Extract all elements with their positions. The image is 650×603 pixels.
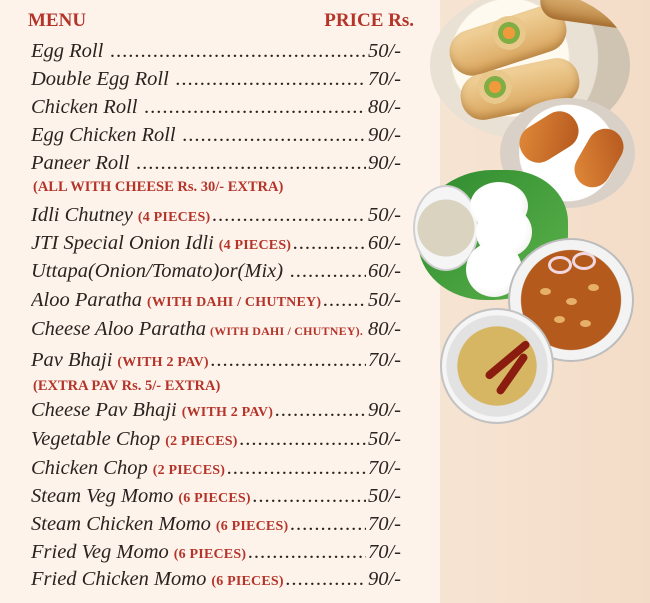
onion-ring-image xyxy=(572,252,596,270)
item-name: Vegetable Chop xyxy=(31,428,161,450)
item-price: 50/- xyxy=(367,40,401,62)
leader-dots xyxy=(290,513,366,536)
item-price: 60/- xyxy=(367,232,401,254)
item-price: 50/- xyxy=(367,485,401,507)
menu-item xyxy=(31,152,401,178)
pav-extra-note: (EXTRA PAV Rs. 5/- EXTRA) xyxy=(33,378,221,394)
menu-item xyxy=(31,260,401,286)
item-name: Pav Bhaji xyxy=(31,349,113,371)
bean-image xyxy=(566,298,577,305)
menu-item xyxy=(31,513,401,539)
menu-item xyxy=(31,204,401,230)
item-price: 90/- xyxy=(367,568,401,590)
price-heading: PRICE Rs. xyxy=(324,10,414,31)
item-name: Idli Chutney xyxy=(31,204,133,226)
leader-dots xyxy=(275,399,366,422)
leader-dots xyxy=(137,152,366,175)
item-name: Double Egg Roll xyxy=(31,68,169,90)
item-note: (4 PIECES) xyxy=(137,210,211,225)
leader-dots xyxy=(144,96,366,119)
roll-filling-image xyxy=(492,16,526,50)
item-name: JTI Special Onion Idli xyxy=(31,232,214,254)
item-name: Fried Veg Momo xyxy=(31,541,169,563)
bean-image xyxy=(588,284,599,291)
menu-item xyxy=(31,568,401,594)
item-price: 90/- xyxy=(367,152,401,174)
leader-dots xyxy=(240,428,366,451)
bean-image xyxy=(540,288,551,295)
leader-dots xyxy=(286,568,366,591)
item-note: (WITH DAHI / CHUTNEY) xyxy=(147,295,322,310)
item-price: 50/- xyxy=(367,204,401,226)
item-price: 70/- xyxy=(367,541,401,563)
item-price: 90/- xyxy=(367,399,401,421)
item-note: (WITH 2 PAV) xyxy=(117,355,209,370)
item-note: (6 PIECES) xyxy=(173,547,247,562)
leader-dots xyxy=(253,485,366,508)
item-name: Cheese Aloo Paratha xyxy=(31,318,206,340)
menu-item xyxy=(31,289,401,315)
leader-dots xyxy=(365,318,366,341)
leader-dots xyxy=(211,349,366,372)
cheese-extra-note: (ALL WITH CHEESE Rs. 30/- EXTRA) xyxy=(33,179,284,195)
menu-item xyxy=(31,68,401,94)
menu-item xyxy=(31,399,401,425)
item-note: (6 PIECES) xyxy=(215,519,289,534)
item-price: 50/- xyxy=(367,289,401,311)
menu-item xyxy=(31,457,401,483)
bean-image xyxy=(554,316,565,323)
item-note: (2 PIECES) xyxy=(165,434,238,449)
item-price: 60/- xyxy=(367,260,401,282)
item-price: 70/- xyxy=(367,457,401,479)
menu-item xyxy=(31,96,401,122)
leader-dots xyxy=(290,260,366,283)
item-price: 50/- xyxy=(367,428,401,450)
item-price: 70/- xyxy=(367,68,401,90)
item-name: Steam Veg Momo xyxy=(31,485,174,507)
item-note: (WITH DAHI / CHUTNEY). xyxy=(210,324,364,338)
menu-item xyxy=(31,40,401,66)
bean-image xyxy=(580,320,591,327)
menu-header xyxy=(28,10,414,34)
leader-dots xyxy=(323,289,366,312)
item-price: 80/- xyxy=(367,96,401,118)
item-name: Chicken Chop xyxy=(31,457,148,479)
menu-item xyxy=(31,541,401,567)
onion-ring-image xyxy=(548,256,572,274)
menu-item xyxy=(31,428,401,454)
leader-dots xyxy=(227,457,366,480)
menu-item xyxy=(31,349,401,375)
menu-heading: MENU xyxy=(28,10,87,31)
item-name: Egg Chicken Roll xyxy=(31,124,176,146)
bhaji-bowl-image xyxy=(440,308,554,424)
item-price: 70/- xyxy=(367,349,401,371)
item-name: Chicken Roll xyxy=(31,96,138,118)
leader-dots xyxy=(212,204,366,227)
item-price: 80/- xyxy=(367,318,401,340)
roll-filling-image xyxy=(478,70,512,104)
item-note: (4 PIECES) xyxy=(218,238,292,253)
item-name: Steam Chicken Momo xyxy=(31,513,211,535)
item-name: Aloo Paratha xyxy=(31,289,143,311)
item-name: Paneer Roll xyxy=(31,152,130,174)
menu-item xyxy=(31,124,401,150)
item-name: Egg Roll xyxy=(31,40,104,62)
item-note: (WITH 2 PAV) xyxy=(181,405,274,420)
croquette-image xyxy=(513,104,586,169)
leader-dots xyxy=(248,541,366,564)
leader-dots xyxy=(110,40,366,63)
item-price: 90/- xyxy=(367,124,401,146)
item-name: Fried Chicken Momo xyxy=(31,568,207,590)
item-price: 70/- xyxy=(367,513,401,535)
item-note: (2 PIECES) xyxy=(152,463,226,478)
menu-item xyxy=(31,232,401,258)
leader-dots xyxy=(183,124,366,147)
menu-item xyxy=(31,485,401,511)
leader-dots xyxy=(176,68,366,91)
leader-dots xyxy=(293,232,366,255)
item-name: Uttapa(Onion/Tomato)or(Mix) xyxy=(31,260,284,282)
item-note: (6 PIECES) xyxy=(178,491,251,506)
menu-item xyxy=(31,318,401,344)
item-note: (6 PIECES) xyxy=(211,574,284,589)
item-name: Cheese Pav Bhaji xyxy=(31,399,177,421)
